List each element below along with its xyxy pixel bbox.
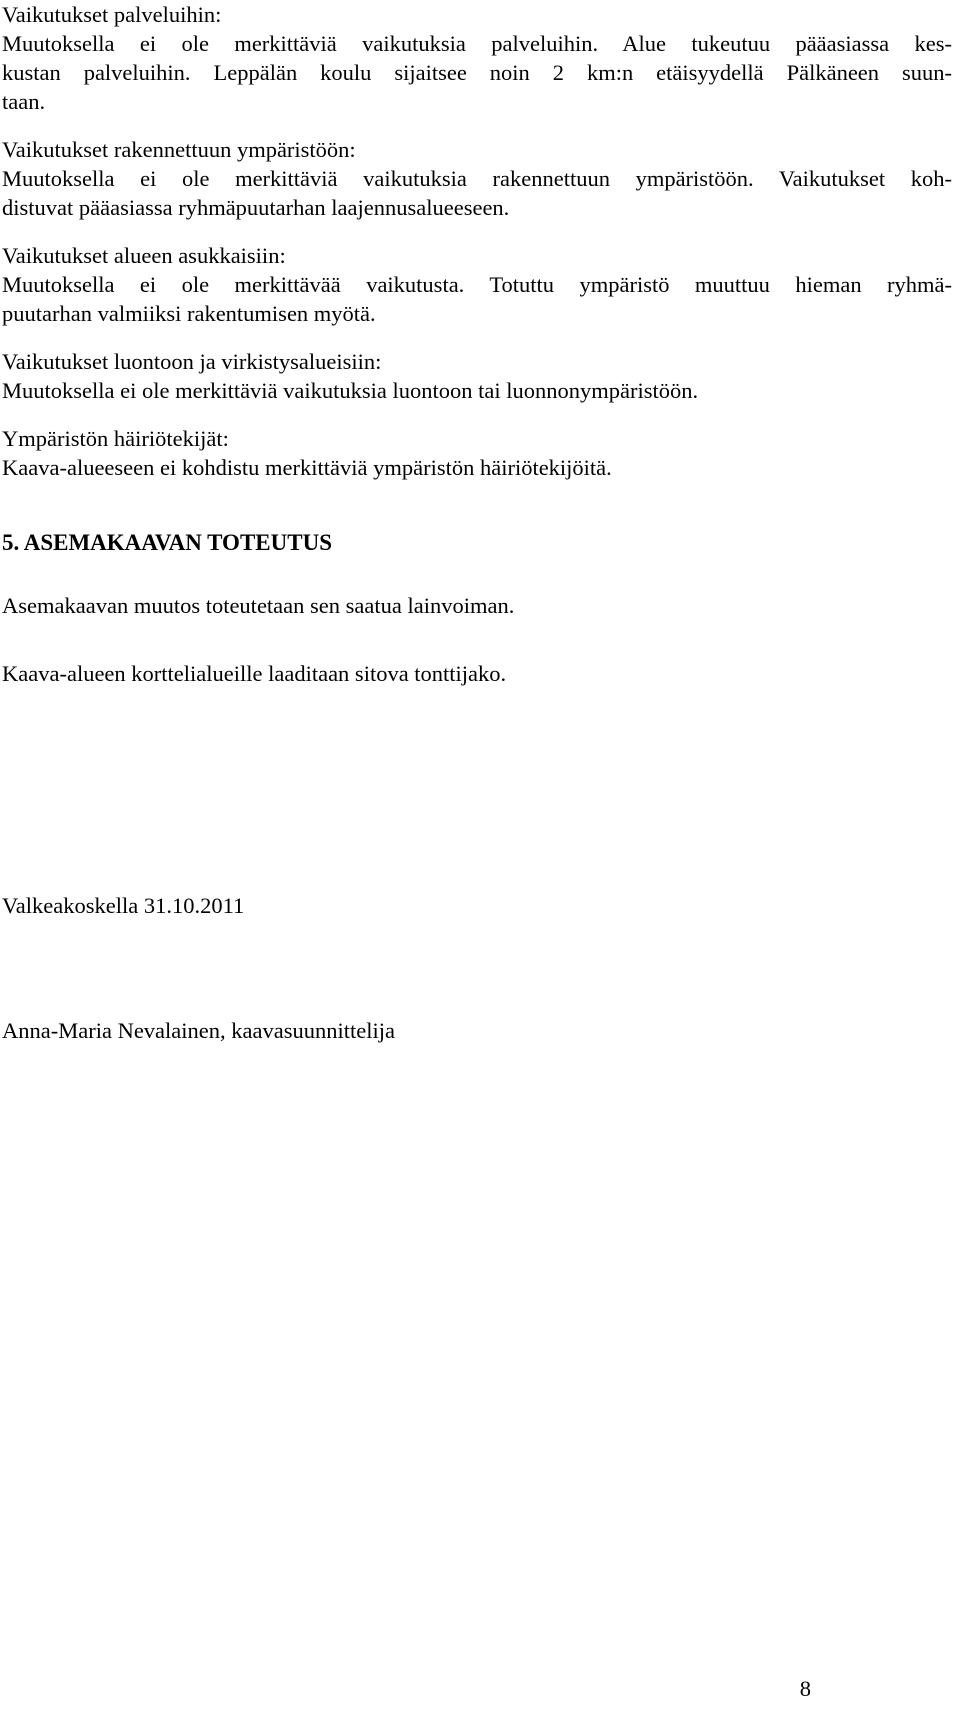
section-title: Vaikutukset rakennettuun ympäristöön: — [2, 137, 356, 162]
text-line: Muutoksella ei ole merkittävää vaikutusta. Totuttu ympäristö muuttuu hieman ryhmä- — [2, 272, 952, 297]
text-line: puutarhan valmiiksi rakentumisen myötä. — [2, 301, 376, 326]
section-services — [2, 0, 952, 116]
section-built-environment — [2, 135, 952, 222]
paragraph-plot-division: Kaava-alueen korttelialueille laaditaan sitova tonttijako. — [2, 661, 507, 686]
page-number: 8 — [799, 1676, 811, 1701]
section-title: Ympäristön häiriötekijät: — [2, 426, 229, 451]
document-body — [2, 0, 952, 727]
section-residents — [2, 241, 952, 328]
text-line: Muutoksella ei ole merkittäviä vaikutuksia rakennettuun ympäristöön. Vaikutukset koh- — [2, 166, 952, 191]
section-title: Vaikutukset luontoon ja virkistysalueisiin: — [2, 349, 382, 374]
text-line: Kaava-alueeseen ei kohdistu merkittäviä ympäristön häiriötekijöitä. — [2, 455, 612, 480]
place-and-date: Valkeakoskella 31.10.2011 — [2, 893, 245, 918]
text-line: kustan palveluihin. Leppälän koulu sijaitsee noin 2 km:n etäisyydellä Pälkäneen suun- — [2, 60, 952, 85]
text-line: Muutoksella ei ole merkittäviä vaikutuksia luontoon tai luonnonympäristöön. — [2, 378, 699, 403]
chapter-heading: 5. ASEMAKAAVAN TOTEUTUS — [2, 530, 332, 555]
section-title: Vaikutukset palveluihin: — [2, 2, 222, 27]
section-title: Vaikutukset alueen asukkaisiin: — [2, 243, 286, 268]
section-nature — [2, 347, 952, 405]
text-line: taan. — [2, 89, 46, 114]
paragraph-implementation: Asemakaavan muutos toteutetaan sen saatua lainvoiman. — [2, 593, 515, 618]
signature-line: Anna-Maria Nevalainen, kaavasuunnittelija — [2, 1018, 395, 1043]
text-line: Muutoksella ei ole merkittäviä vaikutuksia palveluihin. Alue tukeutuu pääasiassa kes- — [2, 31, 952, 56]
text-line: distuvat pääasiassa ryhmäpuutarhan laajennusalueeseen. — [2, 195, 510, 220]
section-disturbances — [2, 424, 952, 482]
